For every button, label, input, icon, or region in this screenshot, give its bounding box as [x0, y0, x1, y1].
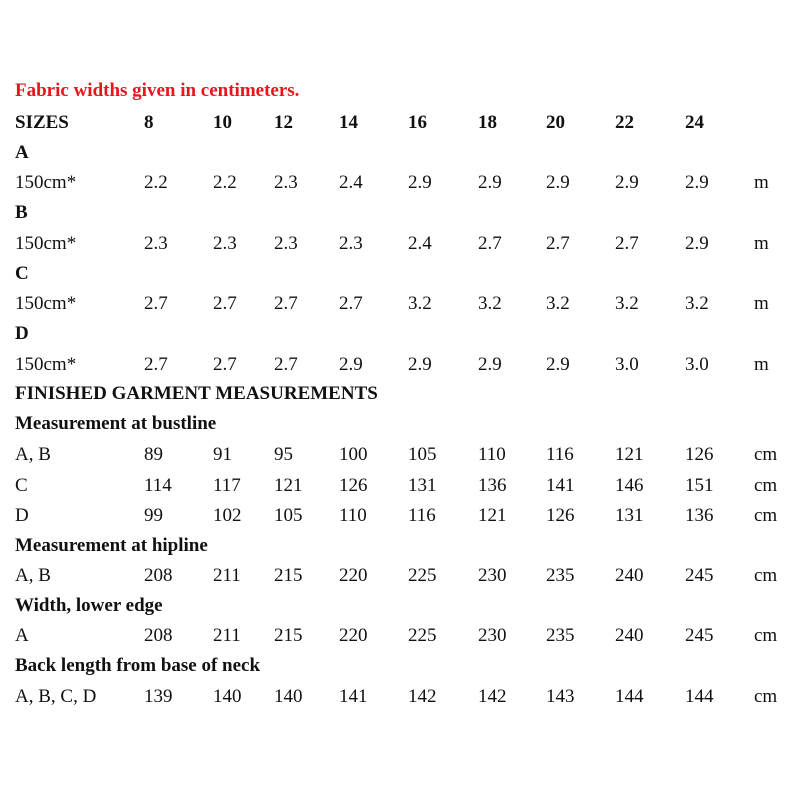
measurement-cell: 116 — [408, 505, 436, 526]
yardage-cell: 2.3 — [274, 172, 298, 193]
yardage-cell: 3.0 — [685, 354, 709, 375]
measurement-cell: 114 — [144, 475, 172, 496]
measurement-row — [0, 444, 792, 474]
measurement-cell: 131 — [615, 505, 644, 526]
unit-label: cm — [754, 475, 778, 496]
yardage-cell: 2.2 — [144, 172, 168, 193]
measurement-cell: 230 — [478, 565, 507, 586]
measurement-cell: 136 — [685, 505, 714, 526]
fabric-row — [0, 233, 792, 263]
yardage-cell: 2.9 — [339, 354, 363, 375]
unit-label: cm — [754, 625, 778, 646]
unit-label: cm — [754, 686, 778, 707]
fabric-width: 150cm* — [15, 293, 77, 314]
view-heading — [0, 263, 792, 293]
measurement-heading — [0, 655, 792, 685]
measurement-cell: 230 — [478, 625, 507, 646]
sizes-label: SIZES — [15, 112, 69, 133]
measurement-cell: 142 — [478, 686, 507, 707]
unit-label: m — [754, 354, 769, 375]
size-header: 14 — [339, 112, 358, 133]
yardage-cell: 2.9 — [546, 172, 570, 193]
yardage-cell: 2.3 — [213, 233, 237, 254]
size-header: 24 — [685, 112, 704, 133]
measurement-cell: 225 — [408, 565, 437, 586]
size-header: 18 — [478, 112, 497, 133]
measurement-cell: 99 — [144, 505, 163, 526]
bustline-label: Measurement at bustline — [15, 413, 217, 434]
yardage-cell: 2.7 — [213, 354, 237, 375]
yardage-cell: 2.7 — [144, 354, 168, 375]
measurement-cell: 102 — [213, 505, 242, 526]
yardage-cell: 2.7 — [213, 293, 237, 314]
measurement-cell: 117 — [213, 475, 241, 496]
view-list: A, B, C, D — [15, 686, 97, 707]
section-heading — [0, 383, 792, 413]
measurement-cell: 141 — [339, 686, 368, 707]
measurement-cell: 91 — [213, 444, 232, 465]
measurement-cell: 121 — [615, 444, 644, 465]
measurement-cell: 144 — [615, 686, 644, 707]
yardage-cell: 2.9 — [408, 354, 432, 375]
measurement-cell: 142 — [408, 686, 437, 707]
yardage-cell: 2.4 — [408, 233, 432, 254]
measurement-cell: 245 — [685, 625, 714, 646]
measurement-cell: 105 — [408, 444, 437, 465]
measurement-cell: 208 — [144, 565, 173, 586]
measurement-cell: 235 — [546, 565, 575, 586]
size-header: 12 — [274, 112, 293, 133]
view-heading — [0, 202, 792, 232]
sizes-header — [0, 112, 792, 142]
measurement-cell: 240 — [615, 625, 644, 646]
measurement-cell: 208 — [144, 625, 173, 646]
unit-label: m — [754, 293, 769, 314]
measurement-heading — [0, 413, 792, 443]
yardage-cell: 3.2 — [408, 293, 432, 314]
view-heading — [0, 323, 792, 353]
yardage-cell: 3.2 — [546, 293, 570, 314]
view-label: D — [15, 323, 29, 344]
view-label: C — [15, 263, 29, 284]
yardage-cell: 3.2 — [685, 293, 709, 314]
fabric-row — [0, 172, 792, 202]
measurement-cell: 143 — [546, 686, 575, 707]
fabric-width: 150cm* — [15, 172, 77, 193]
size-header: 20 — [546, 112, 565, 133]
unit-label: cm — [754, 565, 778, 586]
measurement-row — [0, 565, 792, 595]
measurement-cell: 121 — [274, 475, 303, 496]
view-heading — [0, 142, 792, 172]
yardage-cell: 2.9 — [685, 233, 709, 254]
view-list: C — [15, 475, 28, 496]
measurement-cell: 235 — [546, 625, 575, 646]
yardage-cell: 3.2 — [478, 293, 502, 314]
measurement-cell: 110 — [339, 505, 367, 526]
yardage-cell: 2.7 — [546, 233, 570, 254]
fabric-row — [0, 293, 792, 323]
measurement-cell: 215 — [274, 565, 303, 586]
measurement-cell: 211 — [213, 565, 241, 586]
yardage-cell: 2.7 — [274, 293, 298, 314]
measurement-cell: 110 — [478, 444, 506, 465]
measurement-cell: 100 — [339, 444, 368, 465]
measurement-cell: 240 — [615, 565, 644, 586]
measurement-cell: 95 — [274, 444, 293, 465]
yardage-cell: 3.0 — [615, 354, 639, 375]
unit-label: m — [754, 233, 769, 254]
measurement-cell: 105 — [274, 505, 303, 526]
measurement-cell: 116 — [546, 444, 574, 465]
yardage-cell: 2.7 — [144, 293, 168, 314]
unit-label: cm — [754, 444, 778, 465]
yardage-cell: 2.7 — [339, 293, 363, 314]
yardage-cell: 3.2 — [615, 293, 639, 314]
size-header: 10 — [213, 112, 232, 133]
view-label: B — [15, 202, 28, 223]
unit-label: m — [754, 172, 769, 193]
size-header: 16 — [408, 112, 427, 133]
measurement-heading — [0, 595, 792, 625]
view-list: A, B — [15, 565, 51, 586]
measurement-cell: 151 — [685, 475, 714, 496]
view-list: A, B — [15, 444, 51, 465]
yardage-cell: 2.9 — [478, 172, 502, 193]
size-header: 22 — [615, 112, 634, 133]
measurement-cell: 220 — [339, 625, 368, 646]
measurement-cell: 131 — [408, 475, 437, 496]
measurement-cell: 146 — [615, 475, 644, 496]
page-title: Fabric widths given in centimeters. — [15, 80, 300, 101]
hipline-label: Measurement at hipline — [15, 535, 208, 556]
measurement-cell: 225 — [408, 625, 437, 646]
view-label: A — [15, 142, 29, 163]
measurement-cell: 126 — [685, 444, 714, 465]
finished-measurements-title: FINISHED GARMENT MEASUREMENTS — [15, 383, 378, 404]
yardage-cell: 2.3 — [144, 233, 168, 254]
measurement-row — [0, 475, 792, 505]
measurement-row — [0, 686, 792, 716]
measurement-cell: 140 — [213, 686, 242, 707]
measurement-cell: 140 — [274, 686, 303, 707]
fabric-row — [0, 354, 792, 384]
fabric-width: 150cm* — [15, 233, 77, 254]
measurement-cell: 139 — [144, 686, 173, 707]
unit-label: cm — [754, 505, 778, 526]
measurement-cell: 215 — [274, 625, 303, 646]
yardage-cell: 2.9 — [685, 172, 709, 193]
measurement-cell: 136 — [478, 475, 507, 496]
measurement-cell: 126 — [546, 505, 575, 526]
measurement-cell: 89 — [144, 444, 163, 465]
yardage-cell: 2.3 — [274, 233, 298, 254]
size-header: 8 — [144, 112, 154, 133]
lower-edge-label: Width, lower edge — [15, 595, 163, 616]
title-line — [0, 80, 792, 110]
measurement-row — [0, 505, 792, 535]
yardage-cell: 2.9 — [546, 354, 570, 375]
yardage-cell: 2.9 — [408, 172, 432, 193]
measurement-heading — [0, 535, 792, 565]
measurement-cell: 245 — [685, 565, 714, 586]
yardage-cell: 2.2 — [213, 172, 237, 193]
measurement-cell: 126 — [339, 475, 368, 496]
yardage-cell: 2.7 — [274, 354, 298, 375]
yardage-cell: 2.9 — [615, 172, 639, 193]
yardage-cell: 2.3 — [339, 233, 363, 254]
measurement-cell: 144 — [685, 686, 714, 707]
measurement-cell: 141 — [546, 475, 575, 496]
view-list: A — [15, 625, 29, 646]
back-length-label: Back length from base of neck — [15, 655, 261, 676]
measurement-cell: 121 — [478, 505, 507, 526]
measurement-cell: 220 — [339, 565, 368, 586]
yardage-cell: 2.9 — [478, 354, 502, 375]
measurement-row — [0, 625, 792, 655]
fabric-width: 150cm* — [15, 354, 77, 375]
measurement-cell: 211 — [213, 625, 241, 646]
yardage-cell: 2.4 — [339, 172, 363, 193]
yardage-cell: 2.7 — [478, 233, 502, 254]
yardage-cell: 2.7 — [615, 233, 639, 254]
view-list: D — [15, 505, 29, 526]
